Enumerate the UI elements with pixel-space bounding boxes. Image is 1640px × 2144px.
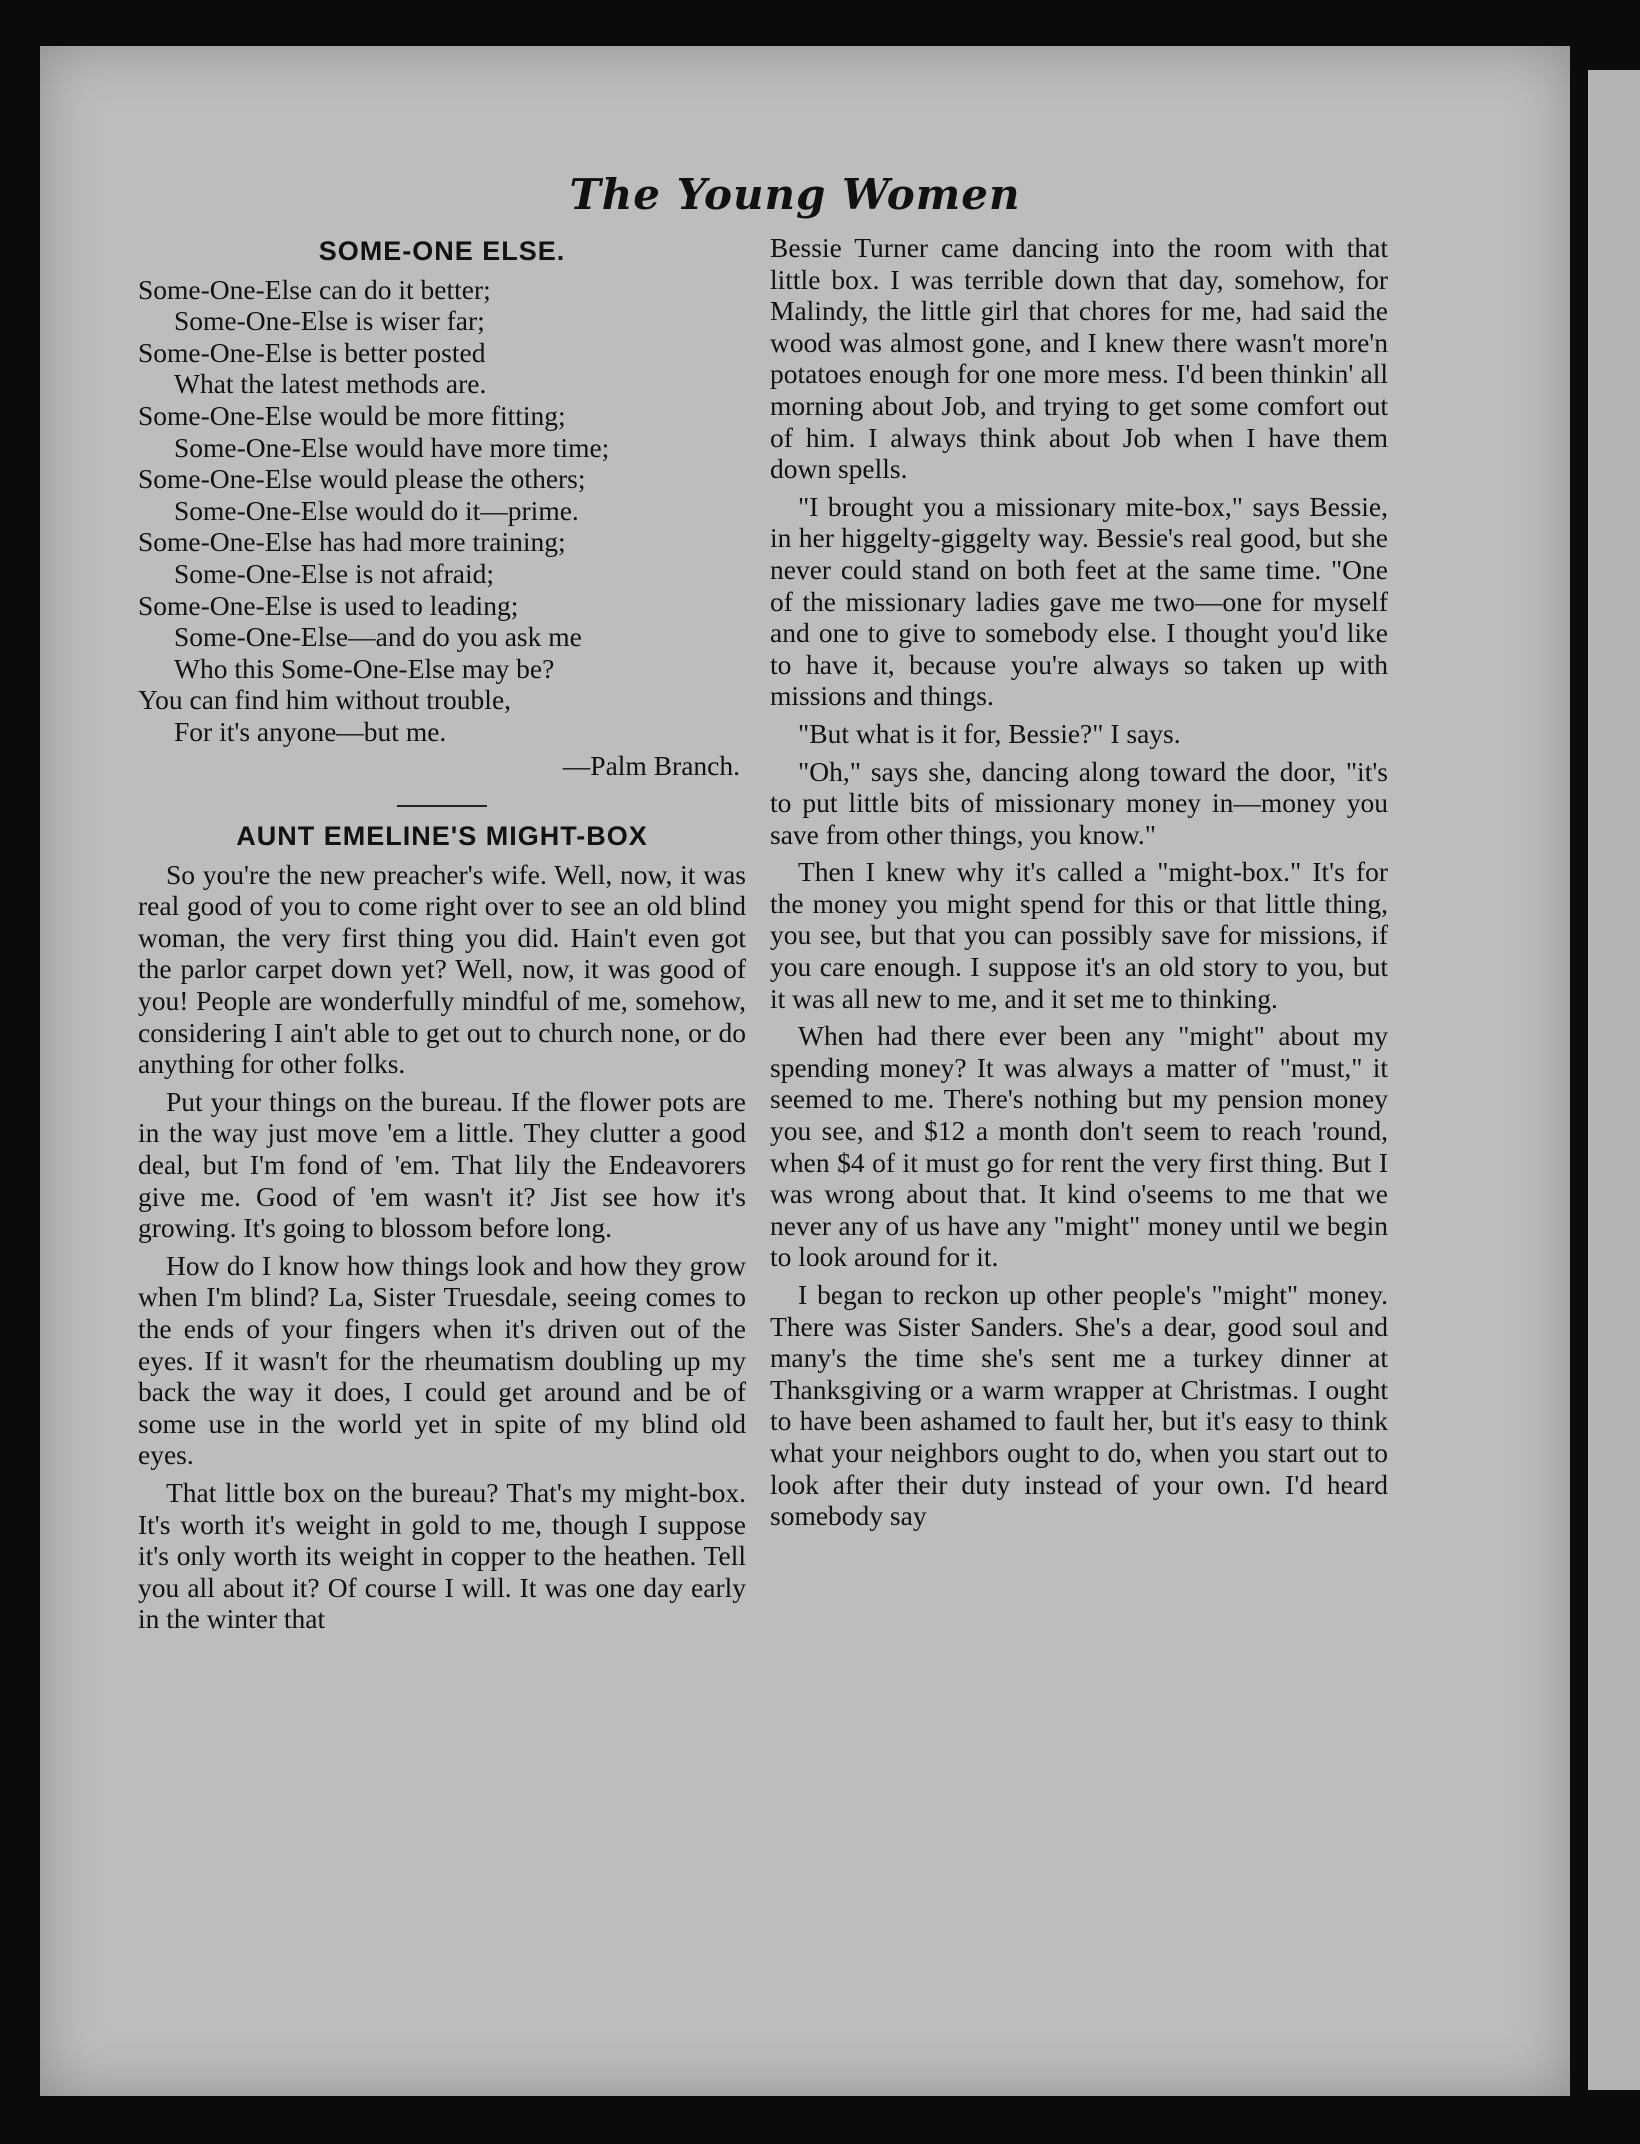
story-paragraph: Bessie Turner came dancing into the room with that little box. I was terrible down that day, somehow, for Malindy, the little girl that chores for me, had said the wood was almost gone, and I knew there wasn't more'n potatoes enough for one more mess. I'd been thinkin' all morning about Job, and trying to get some comfort out of him. I always think about Job when I have them down spells. bbox=[770, 232, 1388, 485]
story-paragraph: When had there ever been any "might" about my spending money? It was always a matter of "must," it seemed to me. There's nothing but my pension money you see, and $12 a month don't seem to reach 'round, when $4 of it must go for rent the very first thing. But I was wrong about that. It kind o'seems to me that we never any of us have any "might" money until we begin to look around for it. bbox=[770, 1020, 1388, 1273]
poem-line: Some-One-Else would please the others; bbox=[138, 463, 586, 495]
section-divider bbox=[397, 805, 487, 807]
poem-line: What the latest methods are. bbox=[174, 368, 487, 400]
story-paragraph: Then I knew why it's called a "might-box." It's for the money you might spend for this or that little thing, you see, but that you can possibly save for missions, if you care enough. I suppose it's an old story to you, but it was all new to me, and it set me to thinking. bbox=[770, 856, 1388, 1014]
page-gutter bbox=[1570, 50, 1588, 2096]
story-title: AUNT EMELINE'S MIGHT-BOX bbox=[236, 821, 648, 852]
poem-line: You can find him without trouble, bbox=[138, 684, 512, 716]
poem-line: Some-One-Else would do it—prime. bbox=[174, 494, 579, 526]
story-paragraph: Put your things on the bureau. If the flower pots are in the way just move 'em a little. They clutter a good deal, but I'm fond of 'em. That lily the Endeavorers give me. Good of 'em wasn't it? Jist see how it's growing. It's going to blossom before long. bbox=[138, 1085, 746, 1244]
story-paragraph: How do I know how things look and how they grow when I'm blind? La, Sister Truesdale, seeing comes to the ends of your fingers when it's driven out of the eyes. If it wasn't for the rheumatism doubling up my back the way it does, I could get around and be of some use in the world yet in spite of my blind old eyes. bbox=[138, 1249, 746, 1471]
story-paragraph: I began to reckon up other people's "might" money. There was Sister Sanders. She's a dear, good soul and many's the time she's sent me a turkey dinner at Thanksgiving or a warm wrapper at Christmas. I ought to have been ashamed to fault her, but it's easy to think what your neighbors ought to do, when you start out to look after their duty instead of your own. I'd heard somebody say bbox=[770, 1279, 1388, 1532]
poem-line: Who this Some-One-Else may be? bbox=[174, 652, 555, 684]
story-paragraph: "I brought you a missionary mite-box," says Bessie, in her higgelty-giggelty way. Bessie's real good, but she never could stand on both feet at the same time. "One of the missionary ladies gave me two—one for myself and one to give to somebody else. I thought you'd like to have it, because you're always so taken up with missions and things. bbox=[770, 490, 1388, 712]
poem-line: Some-One-Else would have more time; bbox=[174, 431, 610, 463]
story-paragraph: "But what is it for, Bessie?" I says. bbox=[798, 717, 1181, 749]
story-body-left bbox=[138, 859, 746, 1635]
story-paragraph: So you're the new preacher's wife. Well, now, it was real good of you to come right over to see an old blind woman, the very first thing you did. Hain't even got the parlor carpet down yet? Well, now, it was good of you! People are wonderfully mindful of me, somehow, considering I ain't able to get out to church none, or do anything for other folks. bbox=[138, 858, 746, 1080]
poem-line: For it's anyone—but me. bbox=[174, 715, 447, 747]
story-paragraph: "Oh," says she, dancing along toward the door, "it's to put little bits of missionary money in—money you save from other things, you know." bbox=[770, 755, 1388, 850]
poem-line: Some-One-Else is not afraid; bbox=[174, 557, 494, 589]
poem-line: Some-One-Else is wiser far; bbox=[174, 305, 485, 337]
poem-body bbox=[138, 274, 746, 748]
right-column bbox=[770, 232, 1388, 1538]
poem-line: Some-One-Else—and do you ask me bbox=[174, 621, 582, 653]
poem-line: Some-One-Else is used to leading; bbox=[138, 589, 519, 621]
adjacent-page-edge bbox=[1588, 70, 1640, 2090]
poem-title: SOME-ONE ELSE. bbox=[318, 236, 566, 266]
poem-line: Some-One-Else is better posted bbox=[138, 336, 486, 368]
poem-line: Some-One-Else would be more fitting; bbox=[138, 399, 566, 431]
section-masthead: The Young Women bbox=[569, 170, 1021, 219]
poem-line: Some-One-Else has had more training; bbox=[138, 526, 566, 558]
story-body-right bbox=[770, 232, 1388, 1532]
left-column bbox=[138, 232, 746, 1641]
poem-attribution: —Palm Branch. bbox=[562, 749, 740, 781]
story-paragraph: That little box on the bureau? That's my might-box. It's worth it's weight in gold to me, though I suppose it's only worth its weight in copper to the heathen. Tell you all about it? Of course I will. It was one day early in the winter that bbox=[138, 1476, 746, 1635]
poem-line: Some-One-Else can do it better; bbox=[138, 273, 491, 305]
